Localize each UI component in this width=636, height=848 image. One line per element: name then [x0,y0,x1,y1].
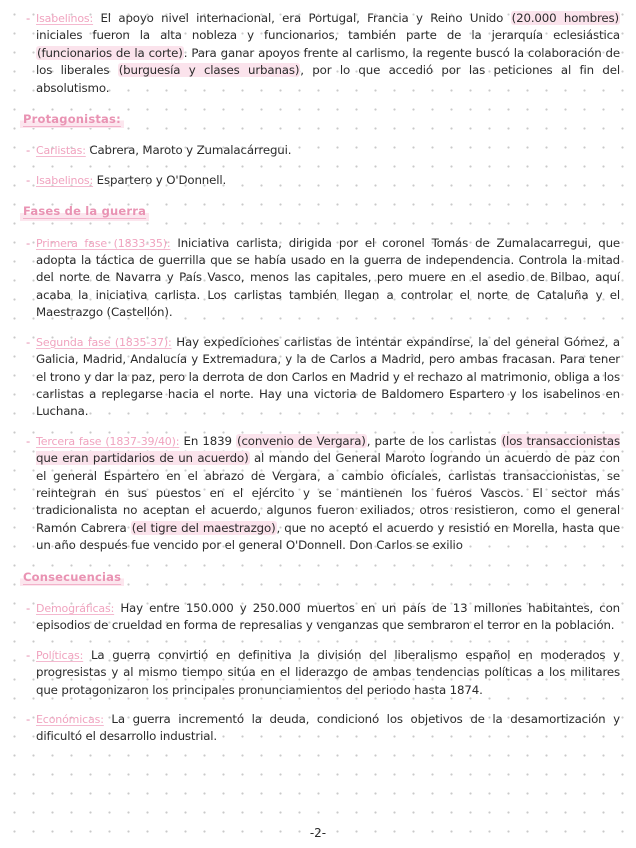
item-label: Segunda fase (1835-37): [36,335,172,349]
item-text: La guerra incrementó la deuda, condicionó los objetivos de la desamortización y dificultó el desarrollo industrial. [36,712,620,744]
highlight-text: (convenio de Vergara) [237,433,366,448]
list-item-isabelinos [18,172,620,189]
section-heading-fases: Fases de la guerra [20,203,149,220]
item-text: Cabrera, Maroto y Zumalacárregui. [85,143,292,158]
list-item-segunda-fase [18,334,620,421]
page-number: -2- [309,826,327,840]
highlight-text: (burguesía y clases urbanas) [118,63,300,78]
isabelinos-support-paragraph [18,10,620,97]
paragraph-text: . Para ganar apoyos frente al carlismo, la regente buscó la colaboración de los liberales [36,45,620,78]
bullet-dash: - [26,235,31,250]
bullet-dash: - [26,172,31,187]
highlight-text: (funcionarios de la corte) [37,45,183,60]
item-text: , que no aceptó el acuerdo y resistió en Morella, hasta que un año después fue vencido por el general O'Donnell. Don Carlos se exilio [36,520,621,553]
item-text: La guerra convirtió en definitiva la división del liberalismo español en moderados y progresistas y al mismo tiempo sitúa en el liderazgo de ambas tendencias políticas a los militares que protagonizaron los principales pronunciamientos del periodo hasta 1874. [36,647,620,697]
item-label: Carlistas: [36,144,86,158]
list-item-carlistas [18,142,620,159]
item-text: Hay expediciones carlistas de intentar expandirse, la del general Gómez, a Galicia, Madrid, Andalucía y Extremadura, y la de Carlos a Madrid, pero ambas fracasan. Para tener el trono y dar la paz, pero la derrota de don Carlos en Madrid y el rechazo al matrimonio, obliga a los carlistas a replegarse hacia el norte. Hay una victoria de Baldomero Espartero y los isabelinos en Luchana. [36,334,620,419]
list-item-demograficas [18,600,620,635]
item-text: En 1839 [179,433,236,448]
list-item-primera-fase [18,235,620,322]
item-text: al mando del General Maroto logrando un acuerdo de paz con el general Espartero en el abrazo de Vergara, a cambio oficiales, carlistas transaccionistas, se reintegran en sus puestos en el ejército y se mantienen los fueros Vascos. El sector más tradicionalista no aceptan el acuerdo, algunos fueron exiliados, otros resistieron, como el general Ramón Cabrera [36,451,620,535]
bullet-dash: - [26,433,31,448]
list-item-economicas [18,711,620,746]
list-item-politicas [18,647,620,699]
paragraph-text: , por lo que accedió por las peticiones al fin del absolutismo. [36,63,620,95]
highlight-text: (los transaccionistas que eran partidarios de un acuerdo) [36,433,620,466]
section-heading-protagonistas: Protagonistas: [20,111,124,128]
section-heading-consecuencias: Consecuencias [20,569,124,586]
bullet-dash: - [26,600,31,615]
item-label: Económicas: [36,713,104,726]
bullet-dash: - [26,334,31,349]
highlight-text: (20.000 hombres) [511,11,619,25]
paragraph-text: iniciales fueron la alta nobleza y funcionarios, también parte de la jerarquía eclesiástica [36,28,620,43]
highlight-text: (el tigre del maestrazgo) [131,520,276,535]
bullet-dash: - [26,647,31,662]
item-label: Políticas: [36,648,84,662]
item-text: Espartero y O'Donnell. [93,172,227,187]
notes-page [18,10,620,758]
item-text: Hay entre 150.000 y 250.000 muertos en un país de 13 millones habitantes, con episodios de crueldad en forma de represalias y venganzas que sembraron el terror en la población. [36,600,620,633]
paragraph-text: El apoyo nivel internacional, era Portugal, Francia y Reino Unido [93,11,511,25]
item-label: Demográficas: [36,601,115,615]
item-text: , parte de los carlistas [366,433,501,448]
item-label: Isabelinos: [36,173,94,187]
bullet-dash: - [26,712,31,726]
bullet-dash: - [26,11,31,25]
bullet-dash: - [26,143,31,158]
item-label: Primera fase (1833-35): [36,236,171,250]
item-text: Iniciativa carlista, dirigida por el coronel Tomás de Zumalacarregui, que adopta la táctica de guerrilla que se había usado en la guerra de independencia. Controla la mitad del norte de Navarra y País Vasco, menos las capitales, pero muere en el asedio de Bilbao, aquí acaba la iniciativa carlista. Los carlistas también llegan a controlar el norte de Cataluña y el Maestrazgo (Castellón). [36,235,620,320]
item-label: Tercera fase (1837-39/40): [36,434,180,448]
isabelinos-label: Isabelinos: [36,12,94,25]
list-item-tercera-fase [18,433,620,555]
